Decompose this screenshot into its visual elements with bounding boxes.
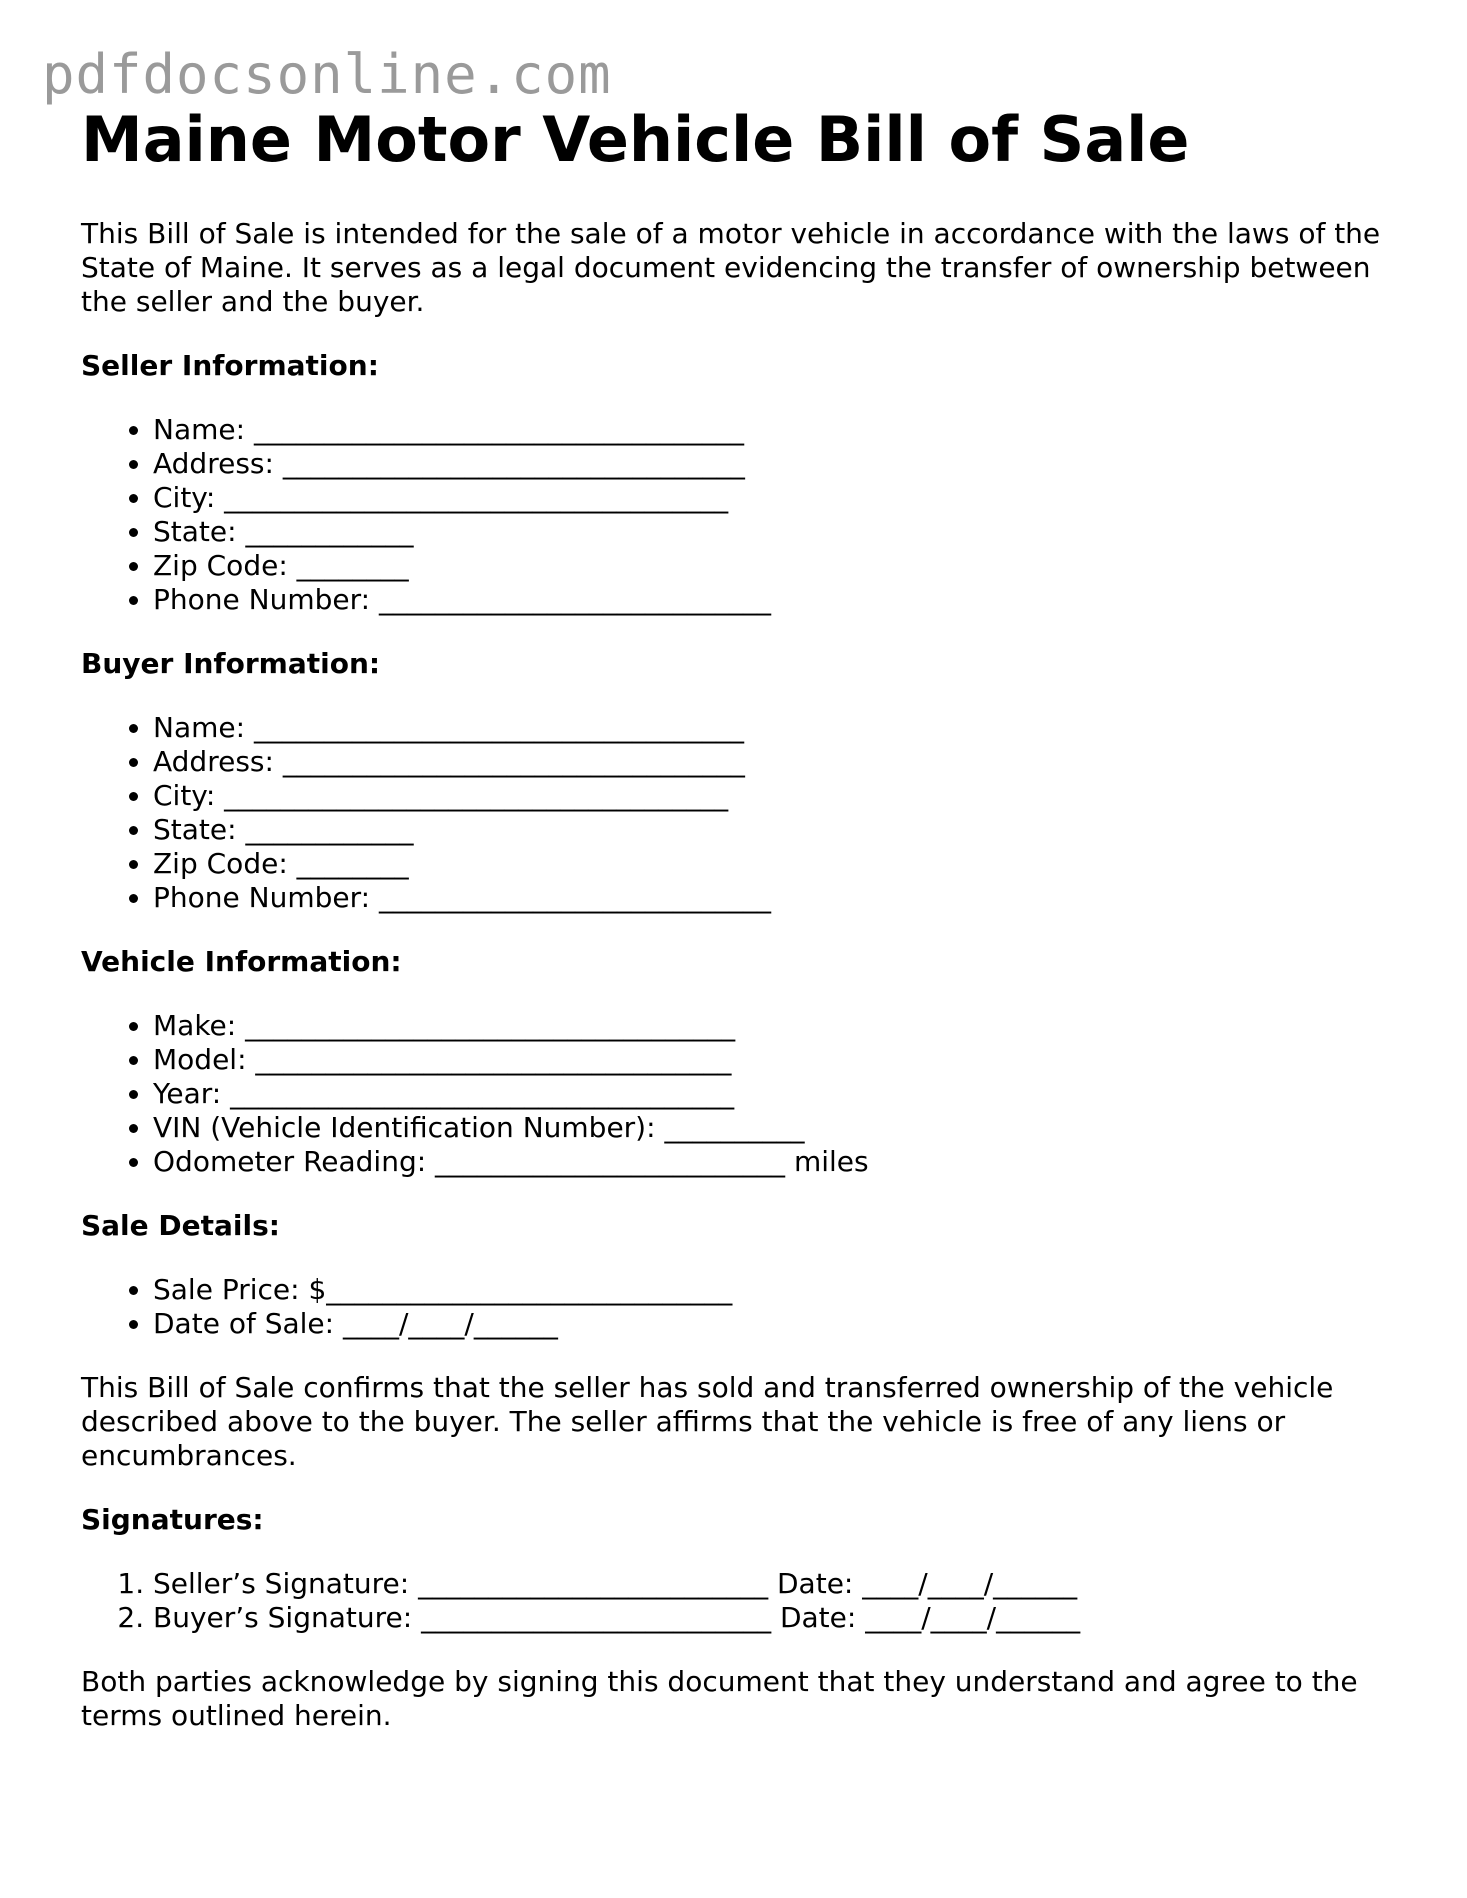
- signature-lines: [81, 1567, 1401, 1635]
- vehicle-fields: [81, 1009, 1401, 1179]
- signatures-heading: Signatures:: [81, 1503, 264, 1536]
- document-body: [81, 105, 1401, 1733]
- watermark: pdfdocsonline.com: [42, 43, 612, 106]
- seller-phone-field[interactable]: • Phone Number: ____________________________: [153, 583, 1401, 617]
- intro-paragraph: This Bill of Sale is intended for the sale of a motor vehicle in accordance with the laws of the State of Maine. It serves as a legal document evidencing the transfer of ownership between the seller and the buyer.: [81, 217, 1381, 318]
- document-title: Maine Motor Vehicle Bill of Sale: [81, 103, 1190, 176]
- buyer-fields: [81, 711, 1401, 915]
- sale-date-field[interactable]: • Date of Sale: ____/____/______: [153, 1307, 1401, 1341]
- sale-heading: Sale Details:: [81, 1209, 280, 1242]
- vehicle-model-field[interactable]: • Model: __________________________________: [153, 1043, 1401, 1077]
- seller-zip-field[interactable]: • Zip Code: ________: [153, 549, 1401, 583]
- buyer-zip-field[interactable]: • Zip Code: ________: [153, 847, 1401, 881]
- buyer-heading: Buyer Information:: [81, 647, 381, 680]
- vehicle-heading: Vehicle Information:: [81, 945, 402, 978]
- buyer-state-field[interactable]: • State: ____________: [153, 813, 1401, 847]
- seller-fields: [81, 413, 1401, 617]
- buyer-phone-field[interactable]: • Phone Number: ____________________________: [153, 881, 1401, 915]
- vehicle-odometer-field[interactable]: • Odometer Reading: _________________________ miles: [153, 1145, 1401, 1179]
- seller-name-field[interactable]: • Name: ___________________________________: [153, 413, 1401, 447]
- seller-city-field[interactable]: • City: ____________________________________: [153, 481, 1401, 515]
- seller-state-field[interactable]: • State: ____________: [153, 515, 1401, 549]
- buyer-signature-line[interactable]: 2. Buyer’s Signature: _________________________ Date: ____/____/______: [153, 1601, 1401, 1635]
- seller-signature-line[interactable]: 1. Seller’s Signature: _________________________ Date: ____/____/______: [153, 1567, 1401, 1601]
- confirmation-paragraph: This Bill of Sale confirms that the seller has sold and transferred ownership of the vehicle described above to the buyer. The seller affirms that the vehicle is free of any liens or encumbrances.: [81, 1371, 1334, 1472]
- buyer-name-field[interactable]: • Name: ___________________________________: [153, 711, 1401, 745]
- closing-paragraph: Both parties acknowledge by signing this document that they understand and agree to the terms outlined herein.: [81, 1665, 1358, 1732]
- buyer-city-field[interactable]: • City: ____________________________________: [153, 779, 1401, 813]
- sale-price-field[interactable]: • Sale Price: $_____________________________: [153, 1273, 1401, 1307]
- seller-heading: Seller Information:: [81, 349, 379, 382]
- buyer-address-field[interactable]: • Address: _________________________________: [153, 745, 1401, 779]
- sale-fields: [81, 1273, 1401, 1341]
- seller-address-field[interactable]: • Address: _________________________________: [153, 447, 1401, 481]
- vehicle-vin-field[interactable]: • VIN (Vehicle Identification Number): __________: [153, 1111, 1401, 1145]
- vehicle-make-field[interactable]: • Make: ___________________________________: [153, 1009, 1401, 1043]
- vehicle-year-field[interactable]: • Year: ____________________________________: [153, 1077, 1401, 1111]
